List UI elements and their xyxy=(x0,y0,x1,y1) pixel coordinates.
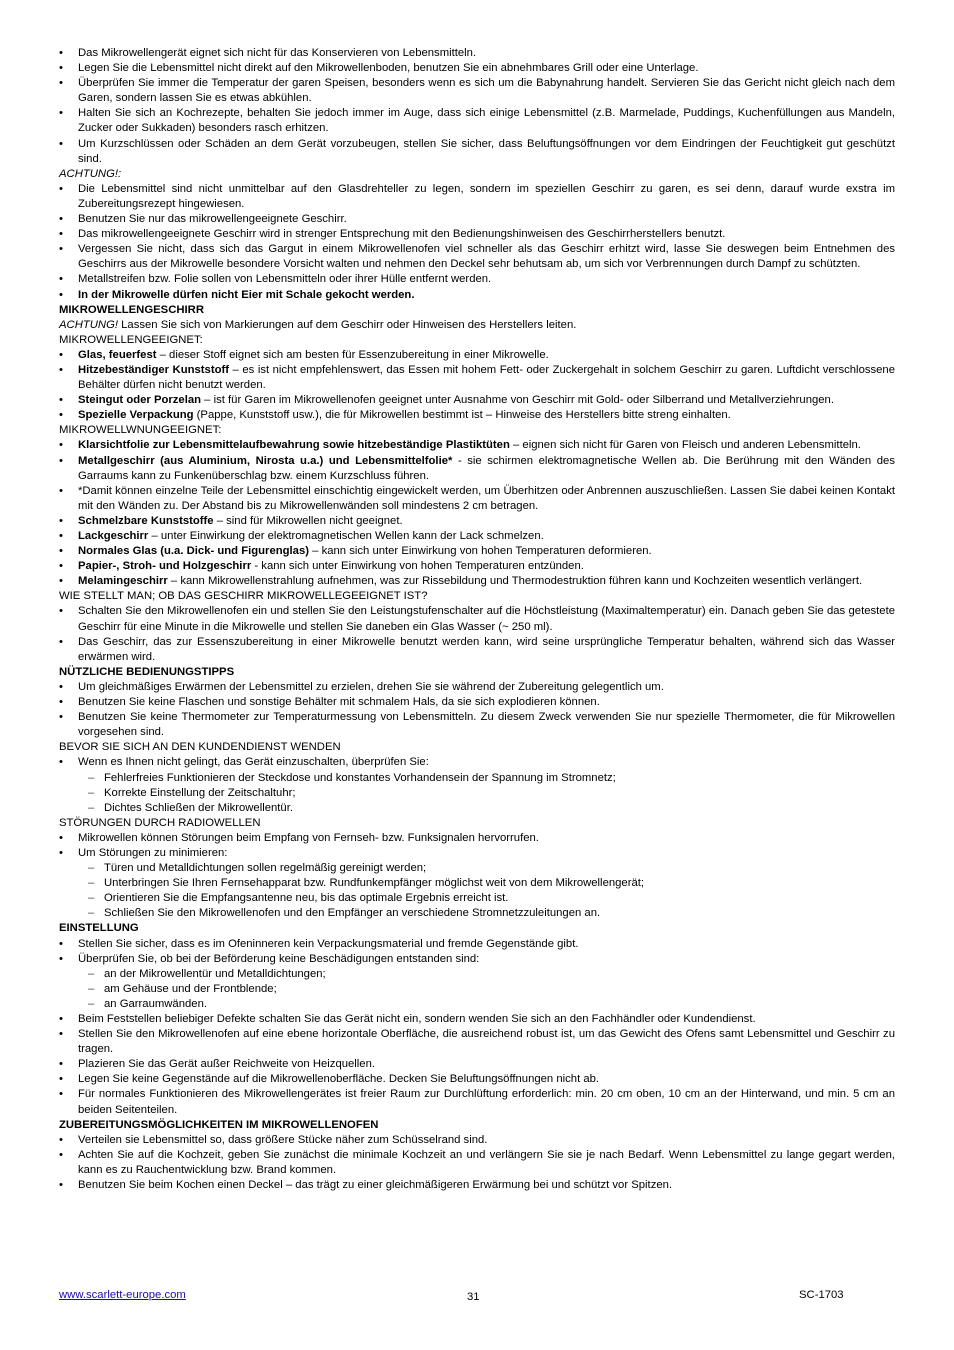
sub-item xyxy=(59,906,895,921)
sub-item xyxy=(59,786,895,801)
line-text: Um Kurzschlüssen oder Schäden an dem Gerät vorzubeugen, stellen Sie sicher, dass Beluftungsöffnungen vor dem Eindringen der Feuchtigkeit gut geschützt sind. xyxy=(78,137,895,165)
bullet-item xyxy=(59,438,895,453)
plain-line xyxy=(59,740,895,755)
sub-item xyxy=(59,861,895,876)
bold-lead: Spezielle Verpackung xyxy=(78,409,194,422)
bullet-item xyxy=(59,514,895,529)
line-text: – ist für Garen im Mikrowellenofen geeignet unter Ausnahme von Geschirr mit Gold- oder Silberrand und Metallverziehrungen. xyxy=(201,394,834,407)
plain-line xyxy=(59,816,895,831)
bullet-item xyxy=(59,1072,895,1087)
bold-lead: Glas, feuerfest xyxy=(78,348,157,361)
line-text: Um Störungen zu minimieren: xyxy=(78,846,228,859)
bold-lead: Normales Glas (u.a. Dick- und Figurenglas) xyxy=(78,545,310,558)
line-text: STÖRUNGEN DURCH RADIOWELLEN xyxy=(59,816,261,829)
bullet-item xyxy=(59,559,895,574)
line-text: Benutzen Sie keine Flaschen und sonstige Behälter mit schmalem Hals, da sie sich explodieren können. xyxy=(78,696,600,709)
bullet-item xyxy=(59,348,895,363)
line-text: Schließen Sie den Mikrowellenofen und den Empfänger an verschiedene Stromnetzzuleitungen an. xyxy=(104,907,601,920)
line-text: – kann sich unter Einwirkung von hohen Temperaturen deformieren. xyxy=(309,545,652,558)
line-text: Legen Sie keine Gegenstände auf die Mikrowellenoberfläche. Decken Sie Beluftungsöffnungen nicht ab. xyxy=(78,1073,600,1086)
section-heading xyxy=(59,921,895,936)
plain-line xyxy=(59,333,895,348)
line-text: ACHTUNG!: xyxy=(59,167,122,180)
line-text: WIE STELLT MAN; OB DAS GESCHIRR MIKROWELLEGEEIGNET IST? xyxy=(59,590,428,603)
line-text: Überprüfen Sie immer die Temperatur der garen Speisen, besonders wenn es sich um die Babynahrung handelt. Servieren Sie das Gericht nicht gleich nach dem Garen, sondern lassen Sie es etwas abkühlen. xyxy=(78,77,895,105)
line-text: Korrekte Einstellung der Zeitschaltuhr; xyxy=(104,786,296,799)
bullet-item xyxy=(59,242,895,272)
section-heading xyxy=(59,1118,895,1133)
line-text: – es ist nicht empfehlenswert, das Essen mit hohem Fett- oder Zuckergehalt in solchem Geschirr zu garen. Luftdicht verschlossene Behälter dürfen nicht benutzt werden. xyxy=(78,363,895,392)
section-heading xyxy=(59,303,895,318)
line-text: Orientieren Sie die Empfangsantenne neu, bis das optimale Ergebnis erreicht ist. xyxy=(104,892,509,905)
bullet-item xyxy=(59,680,895,695)
line-text: Dichtes Schließen der Mikrowellentür. xyxy=(104,801,293,814)
line-text: MIKROWELLENGESCHIRR xyxy=(59,303,204,316)
line-text: Schalten Sie den Mikrowellenofen ein und stellen Sie den Leistungstufenschalter auf die Höchstleistung (Maximaltemperatur) ein. Danach geben Sie das getestete Geschirr für eine Minute in die Mikrowelle und stellen Sie daneben ein Glas Wasser (~ 250 ml). xyxy=(78,605,895,633)
line-text: Plazieren Sie das Gerät außer Reichweite von Heizquellen. xyxy=(78,1058,376,1071)
sub-item xyxy=(59,876,895,891)
bullet-item xyxy=(59,710,895,740)
sub-item xyxy=(59,771,895,786)
bullet-item xyxy=(59,212,895,227)
bold-lead: In der Mikrowelle dürfen nicht Eier mit Schale gekocht werden. xyxy=(78,288,415,301)
bullet-item xyxy=(59,1087,895,1117)
line-text: Die Lebensmittel sind nicht unmittelbar auf den Glasdrehteller zu legen, sondern im speziellen Geschirr zu garen, es sei denn, darauf wurde exstra im Zubereitungsrezept hingewiesen. xyxy=(78,182,895,210)
bold-lead: Papier-, Stroh- und Holzgeschirr xyxy=(78,560,252,573)
bullet-item xyxy=(59,76,895,106)
line-text: – eignen sich nicht für Garen von Fleisch und anderen Lebensmitteln. xyxy=(509,439,861,452)
line-text: (Pappe, Kunststoff usw.), die für Mikrowellen bestimmt ist – Hinweise des Herstellers bitte streng einhalten. xyxy=(193,409,731,422)
line-text: am Gehäuse und der Frontblende; xyxy=(104,982,277,995)
plain-line xyxy=(59,423,895,438)
line-text: Das Geschirr, das zur Essenszubereitung in einer Mikrowelle benutzt werden kann, wird seine ursprüngliche Temperatur behalten, während sich das Wasser erwärmen wird. xyxy=(78,635,895,663)
line-text: Verteilen sie Lebensmittel so, dass größere Stücke näher zum Schüsselrand sind. xyxy=(78,1133,488,1146)
line-text: an Garraumwänden. xyxy=(104,997,207,1010)
line-text: Mikrowellen können Störungen beim Empfang von Fernseh- bzw. Funksignalen hervorrufen. xyxy=(78,831,539,844)
line-text: Metallstreifen bzw. Folie sollen von Lebensmitteln oder ihrer Hülle entfernt werden. xyxy=(78,273,492,286)
line-text: Lassen Sie sich von Markierungen auf dem Geschirr oder Hinweisen des Herstellers leiten. xyxy=(118,318,577,331)
line-text: Benutzen Sie nur das mikrowellengeeignete Geschirr. xyxy=(78,213,347,226)
bullet-item xyxy=(59,288,895,303)
bullet-item xyxy=(59,227,895,242)
bullet-item xyxy=(59,604,895,634)
bullet-item xyxy=(59,529,895,544)
line-text: – kann Mikrowellenstrahlung aufnehmen, was zur Rissebildung und Thermodestruktion führen kann und Kochzeiten wesentlich verlängert. xyxy=(167,575,863,588)
line-text: – unter Einwirkung der elektromagnetischen Wellen kann der Lack schmelzen. xyxy=(148,530,544,542)
line-text: Das Mikrowellengerät eignet sich nicht für das Konservieren von Lebensmitteln. xyxy=(78,47,477,59)
plain-line xyxy=(59,589,895,604)
bullet-item xyxy=(59,1057,895,1072)
website-link[interactable]: www.scarlett-europe.com xyxy=(59,1289,186,1301)
bullet-item xyxy=(59,544,895,559)
bullet-item xyxy=(59,1133,895,1148)
sub-item xyxy=(59,801,895,816)
line-text: – sind für Mikrowellen nicht geeignet. xyxy=(213,514,403,527)
bold-lead: Schmelzbare Kunststoffe xyxy=(78,514,214,527)
line-text: ZUBEREITUNGSMÖGLICHKEITEN IM MIKROWELLENOFEN xyxy=(59,1118,379,1131)
bold-lead: Klarsichtfolie zur Lebensmittelaufbewahrung sowie hitzebeständige Plastiktüten xyxy=(78,439,510,452)
line-text: MIKROWELLENGEEIGNET: xyxy=(59,333,203,346)
bold-lead: Lackgeschirr xyxy=(78,530,149,542)
bullet-item xyxy=(59,106,895,136)
line-text: - kann sich unter Einwirkung von hohen Temperaturen entzünden. xyxy=(251,560,584,573)
bullet-item xyxy=(59,635,895,665)
line-text: Halten Sie sich an Kochrezepte, behalten Sie jedoch immer im Auge, dass sich einige Lebensmittel (z.B. Marmelade, Puddings, Kuchenfüllungen aus Mandeln, Zucker oder Sukkaden) besonders rasch erhitzen. xyxy=(78,107,895,135)
bullet-item xyxy=(59,1027,895,1057)
bullet-item xyxy=(59,755,895,770)
bold-lead: Melamingeschirr xyxy=(78,575,168,588)
bullet-item xyxy=(59,46,895,61)
line-text: an der Mikrowellentür und Metalldichtungen; xyxy=(104,967,326,980)
line-text: Benutzen Sie keine Thermometer zur Temperaturmessung von Lebensmitteln. Zu diesem Zweck verwenden Sie nur spezielle Thermometer, die für Mikrowellen vorgesehen sind. xyxy=(78,711,895,739)
bullet-item xyxy=(59,574,895,589)
bold-lead: Hitzebeständiger Kunststoff xyxy=(78,363,230,376)
bullet-item xyxy=(59,1178,895,1193)
plain-line xyxy=(59,318,895,333)
section-heading xyxy=(59,665,895,680)
line-text: Legen Sie die Lebensmittel nicht direkt auf den Mikrowellenboden, benutzen Sie ein abnehmbares Grill oder eine Unterlage. xyxy=(78,62,699,75)
line-text: Stellen Sie den Mikrowellenofen auf eine ebene horizontale Oberfläche, die ausreichend robust ist, um das Gewicht des Ofens samt Lebensmittel und Geschirr zu tragen. xyxy=(78,1028,895,1056)
line-text: Beim Feststellen beliebiger Defekte schalten Sie das Gerät nicht ein, sondern wenden Sie sich an den Fachhändler oder Kundendienst. xyxy=(78,1013,756,1025)
bullet-item xyxy=(59,408,895,423)
line-text: Das mikrowellengeeignete Geschirr wird in strenger Entsprechung mit den Bedienungshinweisen des Geschirrherstellers benutzt. xyxy=(78,228,726,241)
bullet-item xyxy=(59,831,895,846)
line-text: Überprüfen Sie, ob bei der Beförderung keine Beschädigungen entstanden sind: xyxy=(78,952,480,965)
bullet-item xyxy=(59,454,895,484)
sub-item xyxy=(59,967,895,982)
line-text: Benutzen Sie beim Kochen einen Deckel – das trägt zu einer gleichmäßigeren Erwärmung bei und schützt vor Spitzen. xyxy=(78,1179,673,1192)
line-text: Vergessen Sie nicht, dass sich das Gargut in einem Mikrowellenofen viel schneller als das Geschirr erhitzt wird, lasse Sie deswegen beim Entnehmen des Geschirrs aus der Mikrowelle besondere Vorsicht walten und nehmen den Deckel sehr behutsam ab, um sich vor Verbrennungen durch Dampf zu schützten. xyxy=(78,243,895,271)
bullet-item xyxy=(59,484,895,514)
manual-page-body xyxy=(59,46,895,1193)
italic-line xyxy=(59,167,895,182)
sub-item xyxy=(59,891,895,906)
bullet-item xyxy=(59,937,895,952)
line-text: *Damit können einzelne Teile der Lebensmittel einschichtig eingewickelt werden, um Überhitzen oder Anbrennen auszuschließen. Lassen Sie dabei keinen Kontakt mit den Wänden zu. Der Abstand bis zu Mikrowellenwänden soll mindestens 2 cm betragen. xyxy=(78,484,895,512)
line-text: Fehlerfreies Funktionieren der Steckdose und konstantes Vorhandensein der Spannung im Stromnetz; xyxy=(104,771,616,784)
line-text: EINSTELLUNG xyxy=(59,922,139,935)
bullet-item xyxy=(59,1148,895,1178)
line-text: - sie schirmen elektromagnetische Wellen ab. Die Berührung mit den Wänden des Garraums kann zu Funkenüberschlag bzw. einem Kurzschluss führen. xyxy=(78,454,895,482)
bullet-item xyxy=(59,61,895,76)
line-text: Wenn es Ihnen nicht gelingt, das Gerät einzuschalten, überprüfen Sie: xyxy=(78,756,429,769)
bullet-item xyxy=(59,363,895,393)
line-text: BEVOR SIE SICH AN DEN KUNDENDIENST WENDEN xyxy=(59,741,341,754)
bullet-item xyxy=(59,137,895,167)
bullet-item xyxy=(59,182,895,212)
bullet-item xyxy=(59,952,895,967)
sub-item xyxy=(59,982,895,997)
model-number: SC-1703 xyxy=(799,1289,844,1301)
bullet-item xyxy=(59,393,895,408)
line-text: Unterbringen Sie Ihren Fernsehapparat bzw. Rundfunkempfänger möglichst weit von dem Mikrowellengerät; xyxy=(104,877,645,890)
line-text: Achten Sie auf die Kochzeit, geben Sie zunächst die minimale Kochzeit an und verlängern Sie sie je nach Bedarf. Wenn Lebensmittel zu lange gegart werden, kann es zu Rauchentwicklung bzw. Brand kommen. xyxy=(78,1148,895,1176)
line-text: Stellen Sie sicher, dass es im Ofeninneren kein Verpackungsmaterial und fremde Gegenstände gibt. xyxy=(78,937,579,950)
bullet-item xyxy=(59,1012,895,1027)
bullet-item xyxy=(59,846,895,861)
line-text: NÜTZLICHE BEDIENUNGSTIPPS xyxy=(59,665,235,678)
line-text: Um gleichmäßiges Erwärmen der Lebensmittel zu erzielen, drehen Sie sie während der Zubereitung gelegentlich um. xyxy=(78,680,664,693)
page-number: 31 xyxy=(467,1291,480,1303)
line-text: – dieser Stoff eignet sich am besten für Essenzubereitung in einer Mikrowelle. xyxy=(156,348,549,361)
bold-lead: Steingut oder Porzelan xyxy=(78,394,202,407)
line-text: Türen und Metalldichtungen sollen regelmäßig gereinigt werden; xyxy=(104,862,427,875)
page-footer xyxy=(59,1289,895,1305)
bullet-item xyxy=(59,272,895,287)
bold-lead: Metallgeschirr (aus Aluminium, Nirosta u.a.) und Lebensmittelfolie* xyxy=(78,454,453,467)
sub-item xyxy=(59,997,895,1012)
line-text: MIKROWELLWNUNGEEIGNET: xyxy=(59,424,222,437)
italic-lead: ACHTUNG! xyxy=(59,318,118,331)
line-text: Für normales Funktionieren des Mikrowellengerätes ist freier Raum zur Durchlüftung erforderlich: min. 20 cm oben, 10 cm an der Hinterwand, und min. 5 cm an beiden Seitenteilen. xyxy=(78,1088,895,1116)
bullet-item xyxy=(59,695,895,710)
